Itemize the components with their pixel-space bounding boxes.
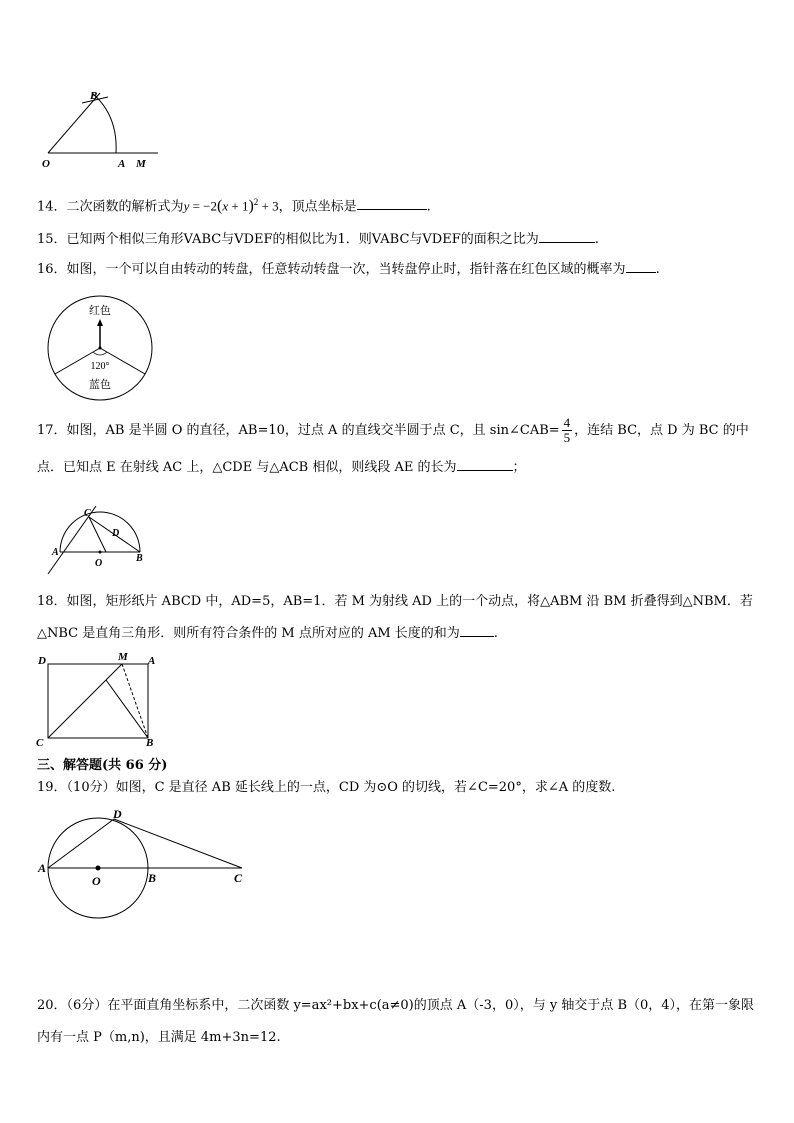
construction-arc [92, 93, 116, 153]
label-d: D [112, 528, 120, 539]
label-b: B [148, 871, 157, 885]
label-angle: 120° [90, 361, 110, 372]
answer-blank-18[interactable] [460, 622, 494, 637]
label-a: A [52, 547, 59, 558]
label-o: O [92, 874, 101, 888]
figure-rectangle-fold [36, 648, 166, 748]
figure-angle-construction [40, 85, 160, 175]
angle-arc [93, 352, 107, 355]
label-red: 红色 [89, 305, 111, 317]
question-14: 14．二次函数的解析式为$y = -2(x + 1)^2 + 3$，顶点坐标是 . [37, 197, 431, 215]
question-15: 15．已知两个相似三角形VABC与VDEF的相似比为1．则VABC与VDEF的面积之比为 . [37, 228, 599, 250]
label-a: A [148, 655, 156, 667]
label-c: C [36, 737, 44, 749]
section-heading: 三、解答题(共 66 分) [37, 758, 168, 773]
segment-cn [48, 680, 106, 738]
label-o: O [42, 158, 50, 170]
center-o [96, 866, 101, 871]
label-b: B [136, 553, 143, 564]
ray-ob [48, 93, 100, 153]
label-a: A [38, 861, 47, 875]
label-o: O [95, 558, 103, 569]
answer-blank-17[interactable] [457, 456, 513, 471]
question-18-line2: △NBC 是直角三角形．则所有符合条件的 M 点所对应的 AM 长度的和为 . [37, 622, 498, 644]
question-16: 16．如图，一个可以自由转动的转盘，任意转动转盘一次，当转盘停止时，指针落在红色区域的概率为 . [37, 258, 660, 280]
answer-blank-16[interactable] [626, 258, 656, 273]
question-17-line2: 点．已知点 E 在射线 AC 上，△CDE 与△ACB 相似，则线段 AE 的长为 ； [37, 456, 526, 478]
label-blue: 蓝色 [89, 379, 111, 391]
fraction-4-5: $\frac{4}{5}$ [563, 415, 571, 445]
center-o [99, 551, 102, 554]
segment-nb [106, 680, 148, 738]
label-c: C [84, 508, 91, 519]
segment-nm [106, 664, 122, 680]
label-a: A [118, 158, 126, 170]
label-b: B [90, 90, 98, 102]
segment-ad [48, 819, 114, 868]
spinner-center [99, 347, 102, 350]
label-d: D [38, 655, 46, 667]
rectangle-abcd [48, 664, 148, 738]
semicircle-arc [60, 512, 140, 552]
tangent-cd [114, 819, 242, 868]
label-b: B [146, 737, 154, 749]
question-20: 20．（6分）在平面直角坐标系中，二次函数 y=ax²+bx+c(a≠0)的顶点 A（-3，0），与 y 轴交于点 B（0，4），在第一象限 [37, 998, 755, 1013]
figure-spinner [44, 296, 156, 400]
label-m: M [118, 651, 128, 663]
question-17: 17．如图，AB 是半圆 O 的直径，AB=10，过点 A 的直线交半圆于点 C，且 sin∠CAB= $\frac{4}{5}$ ，连结 BC，点 D 为 BC 的中 [37, 415, 749, 445]
answer-blank-15[interactable] [539, 228, 595, 243]
figure-semicircle [44, 500, 154, 578]
answer-blank-14[interactable] [357, 195, 427, 210]
label-c: C [234, 871, 243, 885]
pointer-arrow-icon [97, 319, 103, 326]
label-m: M [136, 158, 146, 170]
label-d: D [113, 807, 122, 821]
figure-circle-tangent [36, 806, 248, 926]
question-18: 18．如图，矩形纸片 ABCD 中，AD=5，AB=1．若 M 为射线 AD 上的一个动点，将△ABM 沿 BM 折叠得到△NBM．若 [37, 594, 753, 609]
fold-line-bm [122, 664, 148, 738]
question-19: 19．（10分）如图，C 是直径 AB 延长线上的一点，CD 为⊙O 的切线，若∠C=20°，求∠A 的度数. [37, 780, 616, 795]
question-20-line2: 内有一点 P（m,n)，且满足 4m+3n=12. [37, 1030, 281, 1045]
